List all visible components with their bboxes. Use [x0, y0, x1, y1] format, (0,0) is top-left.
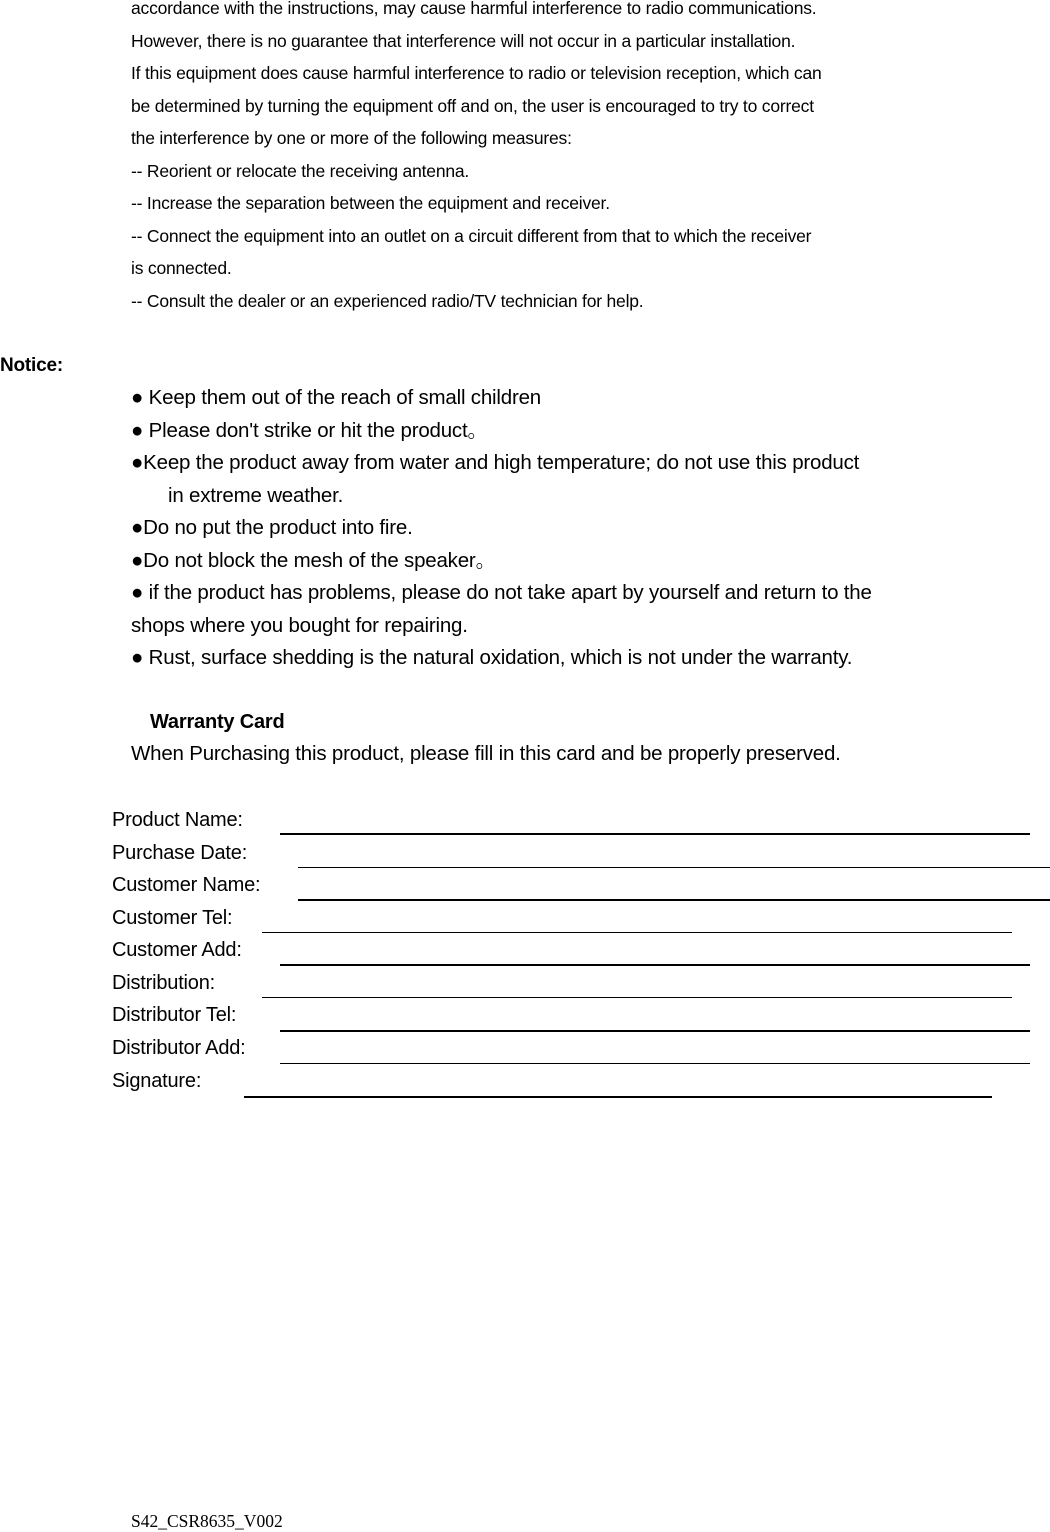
- fill-line[interactable]: [262, 997, 1012, 998]
- fill-line[interactable]: [262, 932, 1012, 933]
- field-label: Distributor Add:: [112, 1037, 246, 1059]
- notice-item-continuation: shops where you bought for repairing.: [131, 613, 468, 637]
- field-label: Product Name:: [112, 809, 243, 831]
- notice-item: ●Do not block the mesh of the speaker。: [131, 548, 496, 572]
- field-label: Purchase Date:: [112, 842, 248, 864]
- notice-item: ● Keep them out of the reach of small children: [131, 386, 541, 409]
- notice-item: ●Do no put the product into fire.: [131, 516, 413, 539]
- fill-line[interactable]: [280, 964, 1030, 966]
- fill-line[interactable]: [298, 867, 1050, 868]
- fcc-line: However, there is no guarantee that interference will not occur in a particular installation.: [131, 30, 796, 51]
- notice-item: ●Keep the product away from water and high temperature; do not use this product: [131, 451, 860, 474]
- field-distributor-tel: [0, 1002, 1050, 1034]
- notice-item: ● Rust, surface shedding is the natural oxidation, which is not under the warranty.: [131, 646, 853, 669]
- field-label: Customer Add:: [112, 939, 242, 961]
- field-customer-add: [0, 937, 1050, 969]
- field-label: Customer Tel:: [112, 907, 233, 929]
- field-purchase-date: [0, 840, 1050, 872]
- fill-line[interactable]: [298, 899, 1050, 901]
- field-product-name: [0, 807, 1050, 839]
- field-label: Distributor Tel:: [112, 1004, 237, 1026]
- fcc-line: -- Connect the equipment into an outlet on a circuit different from that to which the receiver: [131, 225, 812, 246]
- notice-list: [131, 385, 1011, 678]
- notice-title: Notice:: [0, 355, 63, 376]
- warranty-title: Warranty Card: [150, 711, 285, 733]
- field-customer-name: [0, 872, 1050, 904]
- fcc-statement: [131, 0, 1011, 325]
- notice-item: ● Please don't strike or hit the product。: [131, 418, 488, 442]
- notice-item: ● if the product has problems, please do not take apart by yourself and return to the: [131, 581, 872, 604]
- field-distributor-add: [0, 1035, 1050, 1067]
- doc-code: S42_CSR8635_V002: [131, 1511, 283, 1531]
- fill-line[interactable]: [280, 1063, 1030, 1064]
- fcc-line: accordance with the instructions, may cause harmful interference to radio communications.: [131, 0, 817, 18]
- field-label: Signature:: [112, 1070, 202, 1092]
- fcc-line: -- Increase the separation between the equipment and receiver.: [131, 193, 610, 213]
- field-label: Distribution:: [112, 972, 215, 994]
- field-label: Customer Name:: [112, 874, 261, 896]
- fcc-line: be determined by turning the equipment off and on, the user is encouraged to try to correct: [131, 95, 814, 116]
- field-signature: [0, 1068, 1050, 1100]
- fill-line[interactable]: [280, 1030, 1030, 1032]
- fcc-line: is connected.: [131, 258, 232, 278]
- fcc-line: If this equipment does cause harmful interference to radio or television reception, which can: [131, 63, 822, 83]
- fill-line[interactable]: [280, 833, 1030, 835]
- warranty-intro: When Purchasing this product, please fill in this card and be properly preserved.: [131, 742, 841, 765]
- field-distribution: [0, 970, 1050, 1002]
- fcc-line: -- Reorient or relocate the receiving antenna.: [131, 160, 470, 181]
- fill-line[interactable]: [244, 1096, 992, 1098]
- fcc-line: -- Consult the dealer or an experienced radio/TV technician for help.: [131, 290, 644, 311]
- fcc-line: the interference by one or more of the following measures:: [131, 128, 572, 148]
- field-customer-tel: [0, 905, 1050, 937]
- notice-item-continuation: in extreme weather.: [168, 483, 344, 507]
